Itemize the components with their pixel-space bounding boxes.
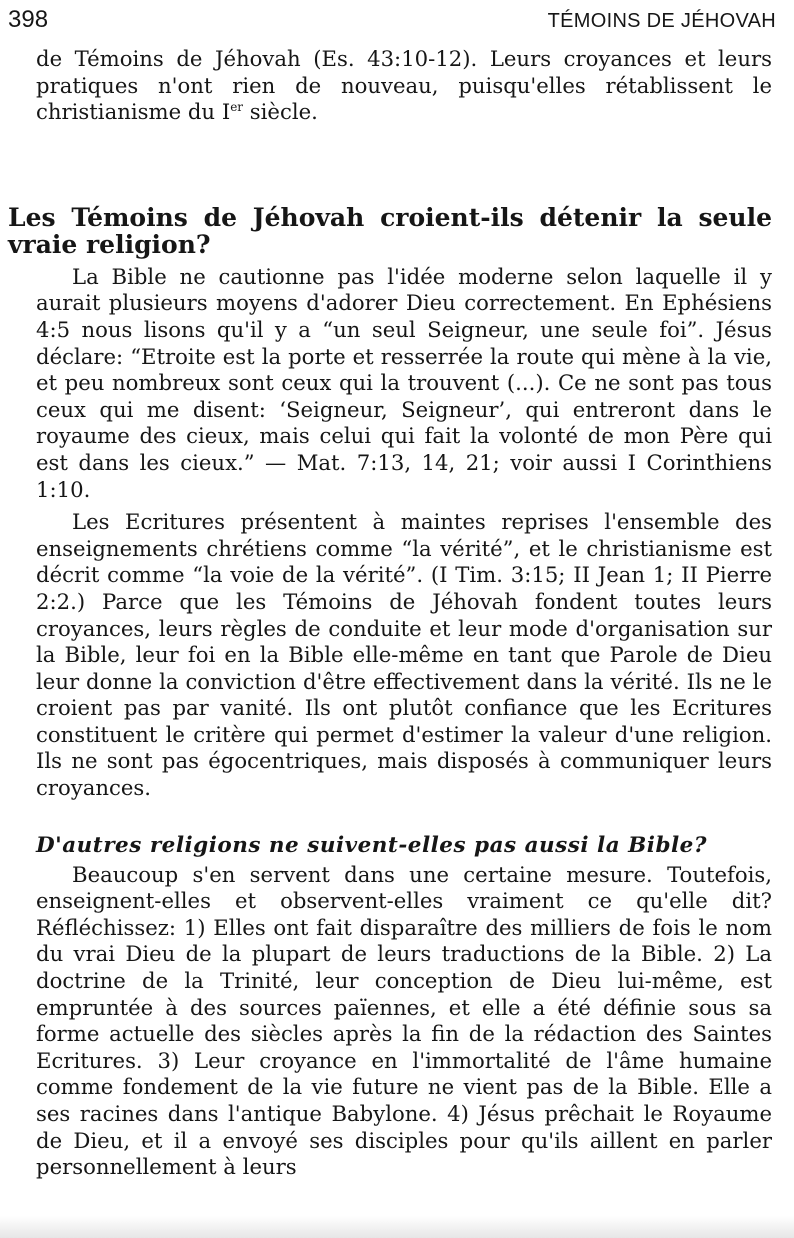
- body-paragraph: Beaucoup s'en servent dans une certaine mesure. Toutefois, enseignent-elles et observent-elles vraiment ce qu'elle dit? Réfléchissez: 1) Elles ont fait disparaître des milliers de fois le nom du vrai Dieu de la plupart de leurs traductions de la Bible. 2) La doctrine de la Trinité, leur conception de Dieu lui-même, est empruntée à des sources païennes, et elle a été définie sous sa forme actuelle des siècles après la fin de la rédaction des Saintes Ecritures. 3) Leur croyance en l'immortalité de l'âme humaine comme fondement de la vie future ne vient pas de la Bible. Elle a ses racines dans l'antique Babylone. 4) Jésus prêchait le Royaume de Dieu, et il a envoyé ses disciples pour qu'ils aillent en parler personnellement à leurs: [36, 861, 772, 1180]
- intro-paragraph: [36, 46, 772, 126]
- scan-edge-shadow: [0, 1216, 794, 1238]
- body-paragraph: La Bible ne cautionne pas l'idée moderne selon laquelle il y aurait plusieurs moyens d'adorer Dieu correctement. En Ephésiens 4:5 nous lisons qu'il y a “un seul Seigneur, une seule foi”. Jésus déclare: “Etroite est la porte et resserrée la route qui mène à la vie, et peu nombreux sont ceux qui la trouvent (...). Ce ne sont pas tous ceux qui me disent: ‘Seigneur, Seigneur’, qui entreront dans le royaume des cieux, mais celui qui fait la volonté de mon Père qui est dans les cieux.” — Mat. 7:13, 14, 21; voir aussi I Corinthiens 1:10.: [36, 263, 772, 502]
- page-header: [8, 6, 776, 36]
- body-paragraph: Les Ecritures présentent à maintes reprises l'ensemble des enseignements chrétiens comme “la vérité”, et le christianisme est décrit comme “la voie de la vérité”. (I Tim. 3:15; II Jean 1; II Pierre 2:2.) Parce que les Témoins de Jéhovah fondent toutes leurs croyances, leurs règles de conduite et leur mode d'organisation sur la Bible, leur foi en la Bible elle-même en tant que Parole de Dieu leur donne la conviction d'être effectivement dans la vérité. Ils ne le croient pas par vanité. Ils ont plutôt confiance que les Ecritures constituent le critère qui permet d'estimer la valeur d'une religion. Ils ne sont pas égocentriques, mais disposés à communiquer leurs croyances.: [36, 509, 772, 801]
- subsection-heading-other-religions: D'autres religions ne suivent-elles pas aussi la Bible?: [36, 832, 707, 858]
- section-heading-true-religion: Les Témoins de Jéhovah croient-ils détenir la seule vraie religion?: [8, 202, 772, 259]
- century-superscript: er: [230, 100, 244, 115]
- page-body: [8, 46, 772, 1181]
- intro-text: de Témoins de Jéhovah (Es. 43:10-12). Leurs croyances et leurs pratiques n'ont rien de nouveau, puisqu'elles rétablissent le christianisme du I: [36, 46, 772, 125]
- running-head: TÉMOINS DE JÉHOVAH: [547, 10, 776, 32]
- page-number: 398: [8, 6, 49, 33]
- intro-text-end: siècle.: [243, 99, 318, 125]
